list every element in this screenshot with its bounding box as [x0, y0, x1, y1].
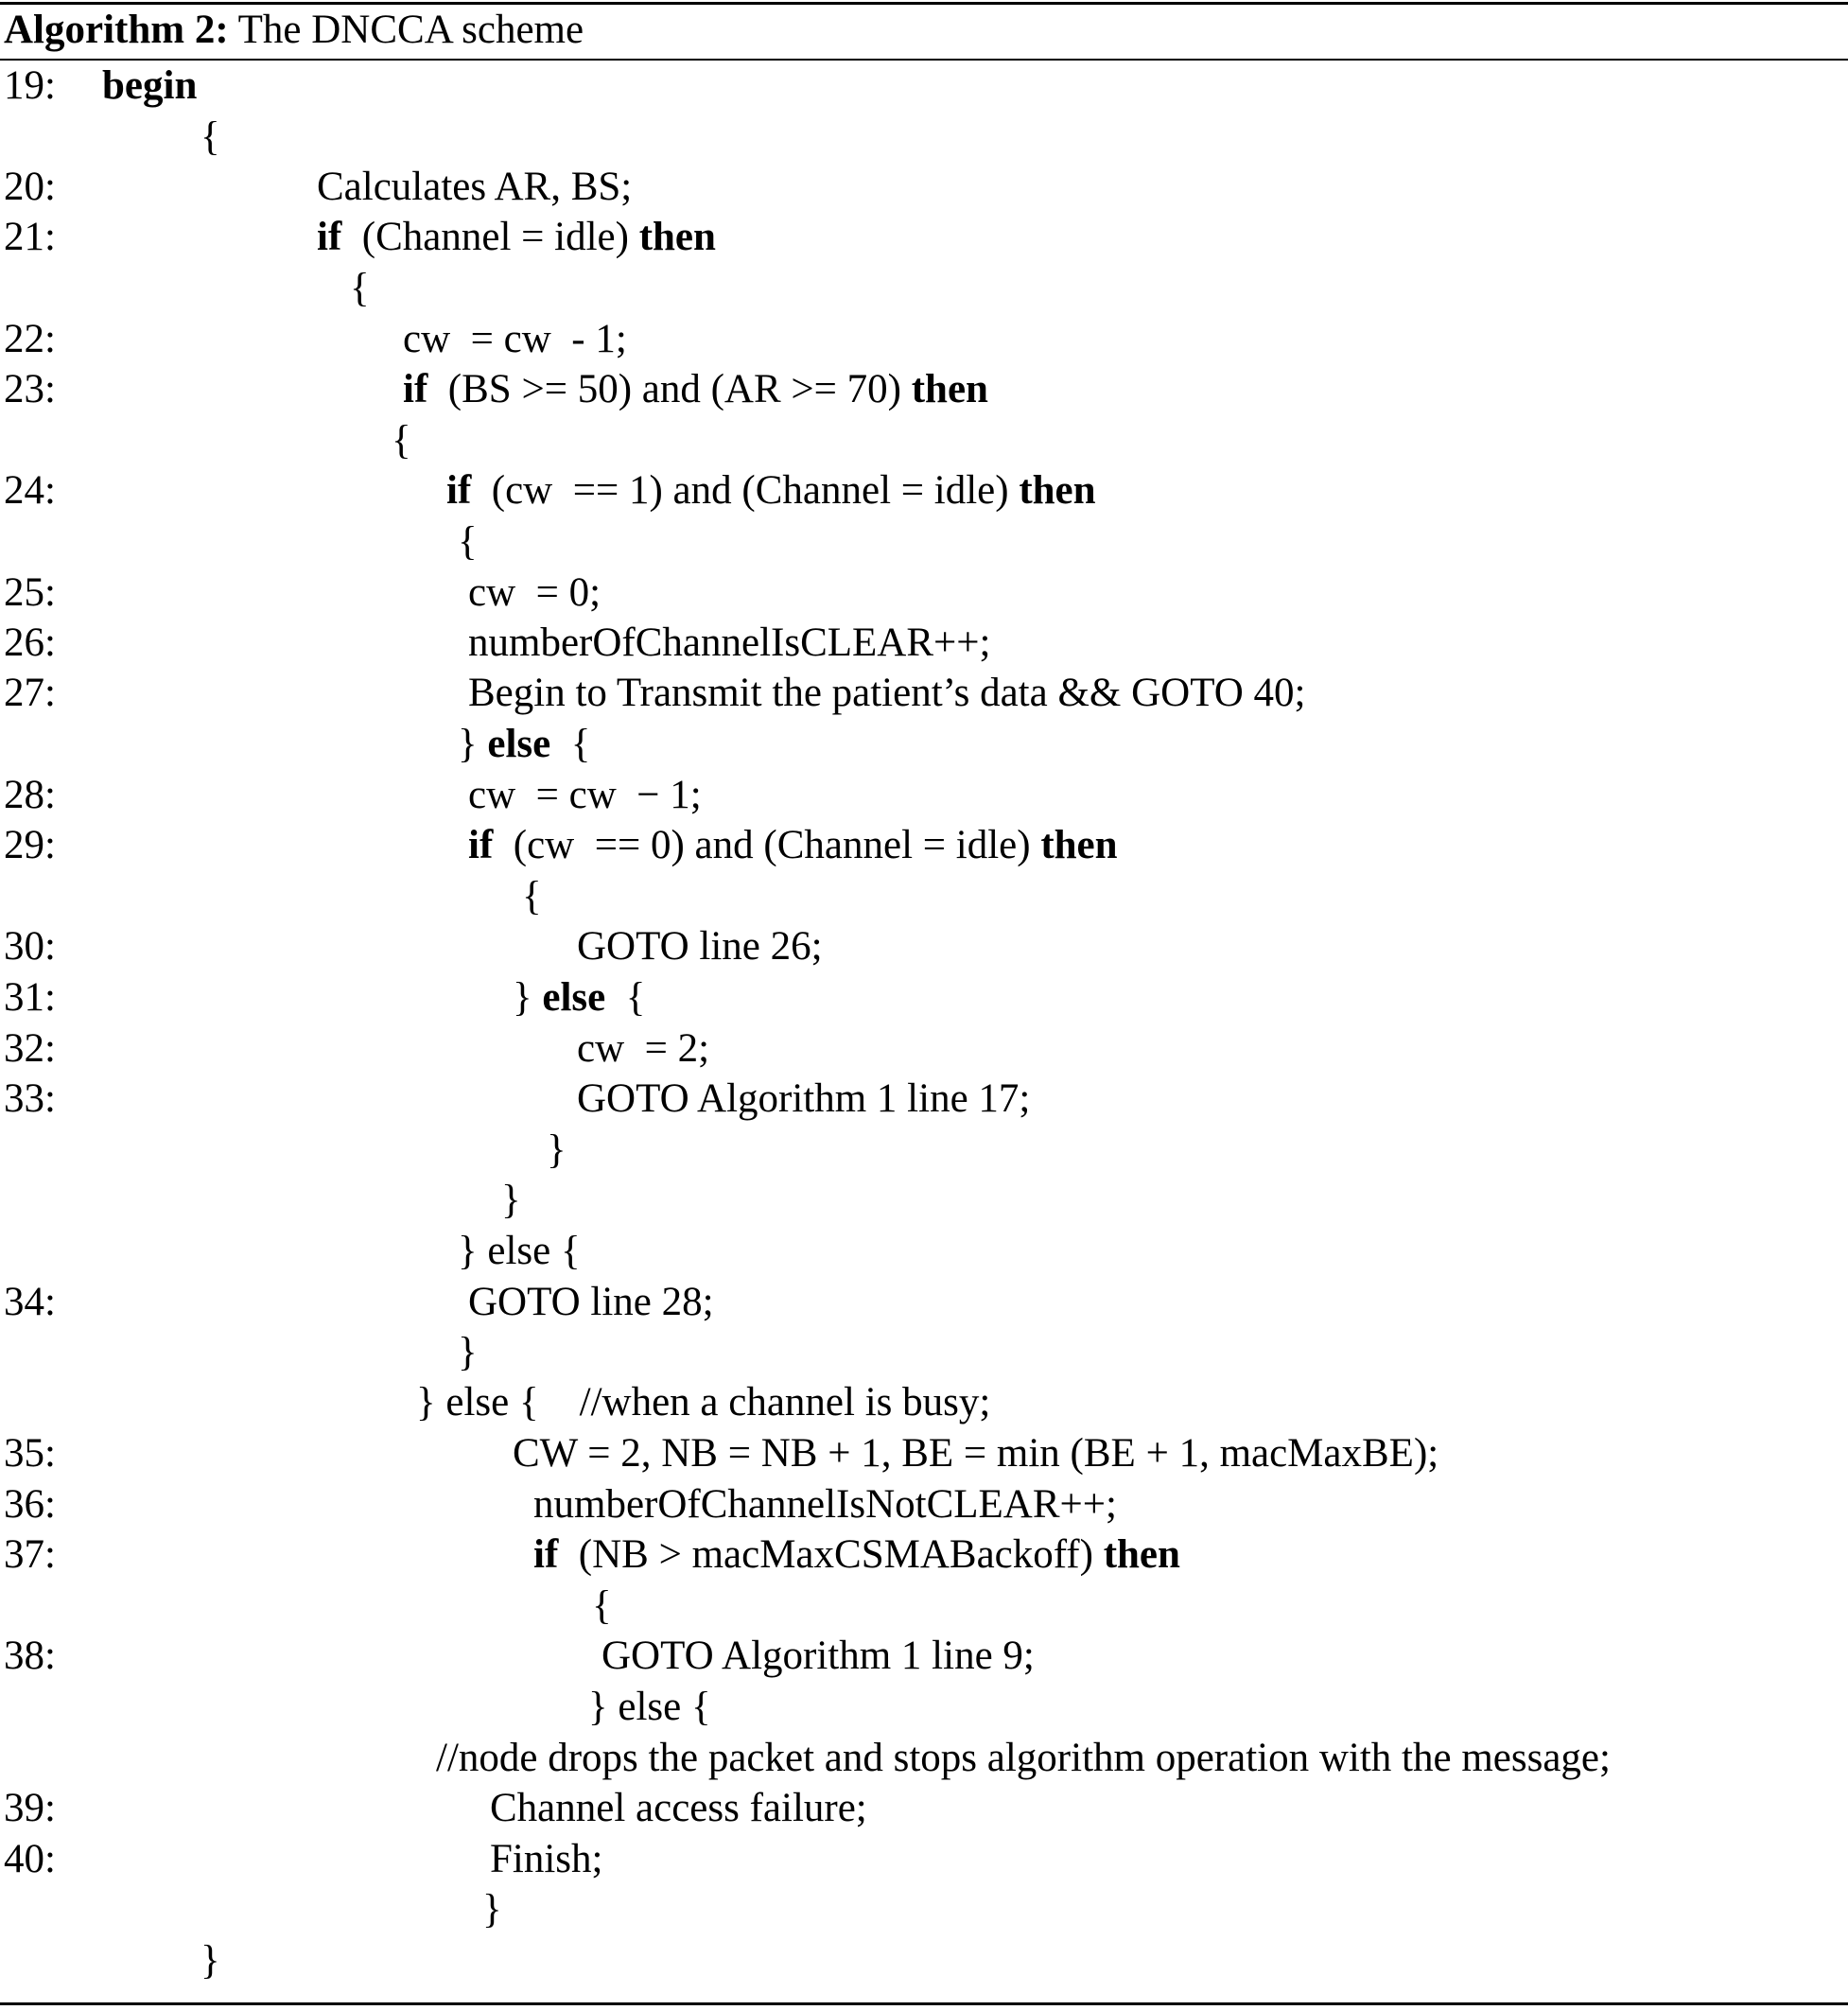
code-line [0, 1023, 1848, 1075]
code-line [0, 1733, 1848, 1784]
line-code [458, 1226, 581, 1277]
keyword: if [446, 468, 472, 513]
line-number: 21: [4, 215, 56, 259]
code-text: GOTO line 26; [577, 924, 823, 969]
code-line [0, 618, 1848, 669]
code-line [0, 719, 1848, 770]
keyword: if [533, 1532, 559, 1577]
code-line [0, 1631, 1848, 1682]
code-line [0, 1935, 1848, 1986]
code-text: GOTO Algorithm 1 line 9; [601, 1634, 1035, 1678]
code-text: GOTO Algorithm 1 line 17; [577, 1076, 1031, 1121]
code-line [0, 1834, 1848, 1885]
code-line [0, 1884, 1848, 1935]
line-code [350, 263, 370, 314]
code-text: } else { //when a channel is busy; [416, 1380, 991, 1424]
code-text: { [350, 266, 370, 310]
code-line [0, 972, 1848, 1023]
code-text: } [513, 975, 543, 1020]
algorithm-caption [4, 4, 584, 57]
code-text: } [482, 1887, 502, 1931]
line-code [416, 1377, 990, 1428]
code-text: GOTO line 28; [468, 1280, 714, 1324]
line-code [533, 1479, 1117, 1530]
line-number: 24: [4, 468, 56, 513]
keyword: if [403, 367, 428, 411]
line-code [522, 871, 542, 922]
line-number: 30: [4, 924, 56, 969]
keyword: then [1040, 823, 1118, 867]
code-text: } [458, 1330, 478, 1374]
line-code [533, 1529, 1180, 1581]
line-code [436, 1733, 1611, 1784]
line-code [513, 972, 645, 1023]
code-text: (cw == 1) and (Channel = idle) [471, 468, 1020, 513]
line-number: 34: [4, 1280, 56, 1324]
code-line [0, 61, 1848, 112]
line-number: 23: [4, 367, 56, 411]
code-text: } [547, 1127, 567, 1172]
code-text: (BS >= 50) and (AR >= 70) [427, 367, 912, 411]
keyword: if [317, 215, 342, 259]
code-text: } else { [458, 1229, 581, 1273]
line-code [468, 668, 1305, 719]
code-line [0, 1277, 1848, 1328]
line-code [446, 465, 1096, 516]
code-line [0, 465, 1848, 516]
line-code [482, 1884, 502, 1935]
line-code [403, 364, 988, 415]
line-code [513, 1428, 1438, 1479]
line-number: 26: [4, 620, 56, 665]
line-number: 40: [4, 1837, 56, 1881]
line-code [458, 516, 478, 568]
code-text: { [200, 114, 220, 159]
keyword: then [1019, 468, 1096, 513]
code-text: Channel access failure; [490, 1786, 867, 1830]
code-text: numberOfChannelIsCLEAR++; [468, 620, 991, 665]
code-line [0, 1175, 1848, 1226]
code-line [0, 568, 1848, 619]
code-line [0, 1327, 1848, 1378]
code-text: { [550, 722, 591, 766]
line-code [200, 1935, 220, 1986]
code-line [0, 263, 1848, 314]
line-number: 19: [4, 63, 56, 108]
line-number: 29: [4, 823, 56, 867]
line-code [458, 1327, 478, 1378]
line-code [601, 1631, 1035, 1682]
code-text: //node drops the packet and stops algorithm operation with the message; [436, 1736, 1611, 1780]
code-text: cw = 0; [468, 570, 601, 615]
code-text: } else { [588, 1685, 711, 1729]
line-number: 22: [4, 317, 56, 361]
code-text: { [592, 1583, 612, 1628]
code-line [0, 1428, 1848, 1479]
line-code [392, 415, 411, 466]
code-line [0, 516, 1848, 568]
code-text: Finish; [490, 1837, 603, 1881]
code-line [0, 770, 1848, 821]
line-code [577, 1023, 709, 1075]
line-code [468, 820, 1118, 871]
code-line [0, 921, 1848, 972]
line-code [490, 1834, 603, 1885]
code-text: cw = cw - 1; [403, 317, 627, 361]
code-line [0, 1377, 1848, 1428]
code-line [0, 1479, 1848, 1530]
code-line [0, 668, 1848, 719]
line-number: 38: [4, 1634, 56, 1678]
code-text: CW = 2, NB = NB + 1, BE = min (BE + 1, macMaxBE); [513, 1431, 1439, 1476]
keyword: begin [102, 63, 198, 108]
line-number: 28: [4, 773, 56, 817]
line-code [592, 1581, 612, 1632]
line-code [458, 719, 590, 770]
line-number: 25: [4, 570, 56, 615]
line-code [588, 1682, 711, 1733]
code-line [0, 1682, 1848, 1733]
line-code [317, 212, 716, 263]
line-number: 37: [4, 1532, 56, 1577]
code-line [0, 162, 1848, 213]
code-line [0, 871, 1848, 922]
code-line [0, 314, 1848, 365]
line-code [468, 618, 990, 669]
line-code [468, 568, 601, 619]
code-line [0, 1783, 1848, 1834]
code-line [0, 112, 1848, 163]
line-code [468, 1277, 714, 1328]
keyword: then [638, 215, 716, 259]
code-text: { [392, 418, 411, 463]
code-line [0, 415, 1848, 466]
code-text: numberOfChannelIsNotCLEAR++; [533, 1482, 1117, 1527]
keyword: if [468, 823, 494, 867]
code-text: Begin to Transmit the patient’s data && GOTO 40; [468, 671, 1306, 715]
code-text: (Channel = idle) [341, 215, 639, 259]
code-text: } [501, 1178, 521, 1222]
line-number: 35: [4, 1431, 56, 1476]
code-text: (NB > macMaxCSMABackoff) [558, 1532, 1104, 1577]
line-code [490, 1783, 867, 1834]
line-number: 33: [4, 1076, 56, 1121]
line-code [102, 61, 197, 112]
code-text: { [522, 874, 542, 918]
code-text: { [605, 975, 646, 1020]
line-code [577, 1074, 1030, 1125]
code-line [0, 1226, 1848, 1277]
line-code [501, 1175, 521, 1226]
code-line [0, 1529, 1848, 1581]
algorithm-title: The DNCCA scheme [237, 8, 584, 52]
code-text: cw = 2; [577, 1026, 710, 1071]
line-number: 31: [4, 975, 56, 1020]
code-text: } [458, 722, 488, 766]
line-number: 39: [4, 1786, 56, 1830]
bottom-rule [0, 2002, 1848, 2005]
line-code [468, 770, 702, 821]
line-number: 32: [4, 1026, 56, 1071]
code-line [0, 1074, 1848, 1125]
line-number: 36: [4, 1482, 56, 1527]
keyword: else [542, 975, 606, 1020]
line-code [547, 1125, 567, 1176]
algorithm-label: Algorithm 2: [4, 8, 229, 52]
code-text: (cw == 0) and (Channel = idle) [493, 823, 1041, 867]
code-line [0, 1125, 1848, 1176]
line-code [577, 921, 823, 972]
keyword: else [487, 722, 551, 766]
code-text: { [458, 519, 478, 564]
code-line [0, 212, 1848, 263]
code-line [0, 820, 1848, 871]
code-text: } [200, 1938, 220, 1983]
line-code [403, 314, 627, 365]
line-code [317, 162, 632, 213]
line-number: 27: [4, 671, 56, 715]
code-text: Calculates AR, BS; [317, 165, 633, 209]
line-code [200, 112, 220, 163]
code-line [0, 1581, 1848, 1632]
code-line [0, 364, 1848, 415]
keyword: then [911, 367, 988, 411]
line-number: 20: [4, 165, 56, 209]
keyword: then [1103, 1532, 1180, 1577]
code-text: cw = cw − 1; [468, 773, 702, 817]
